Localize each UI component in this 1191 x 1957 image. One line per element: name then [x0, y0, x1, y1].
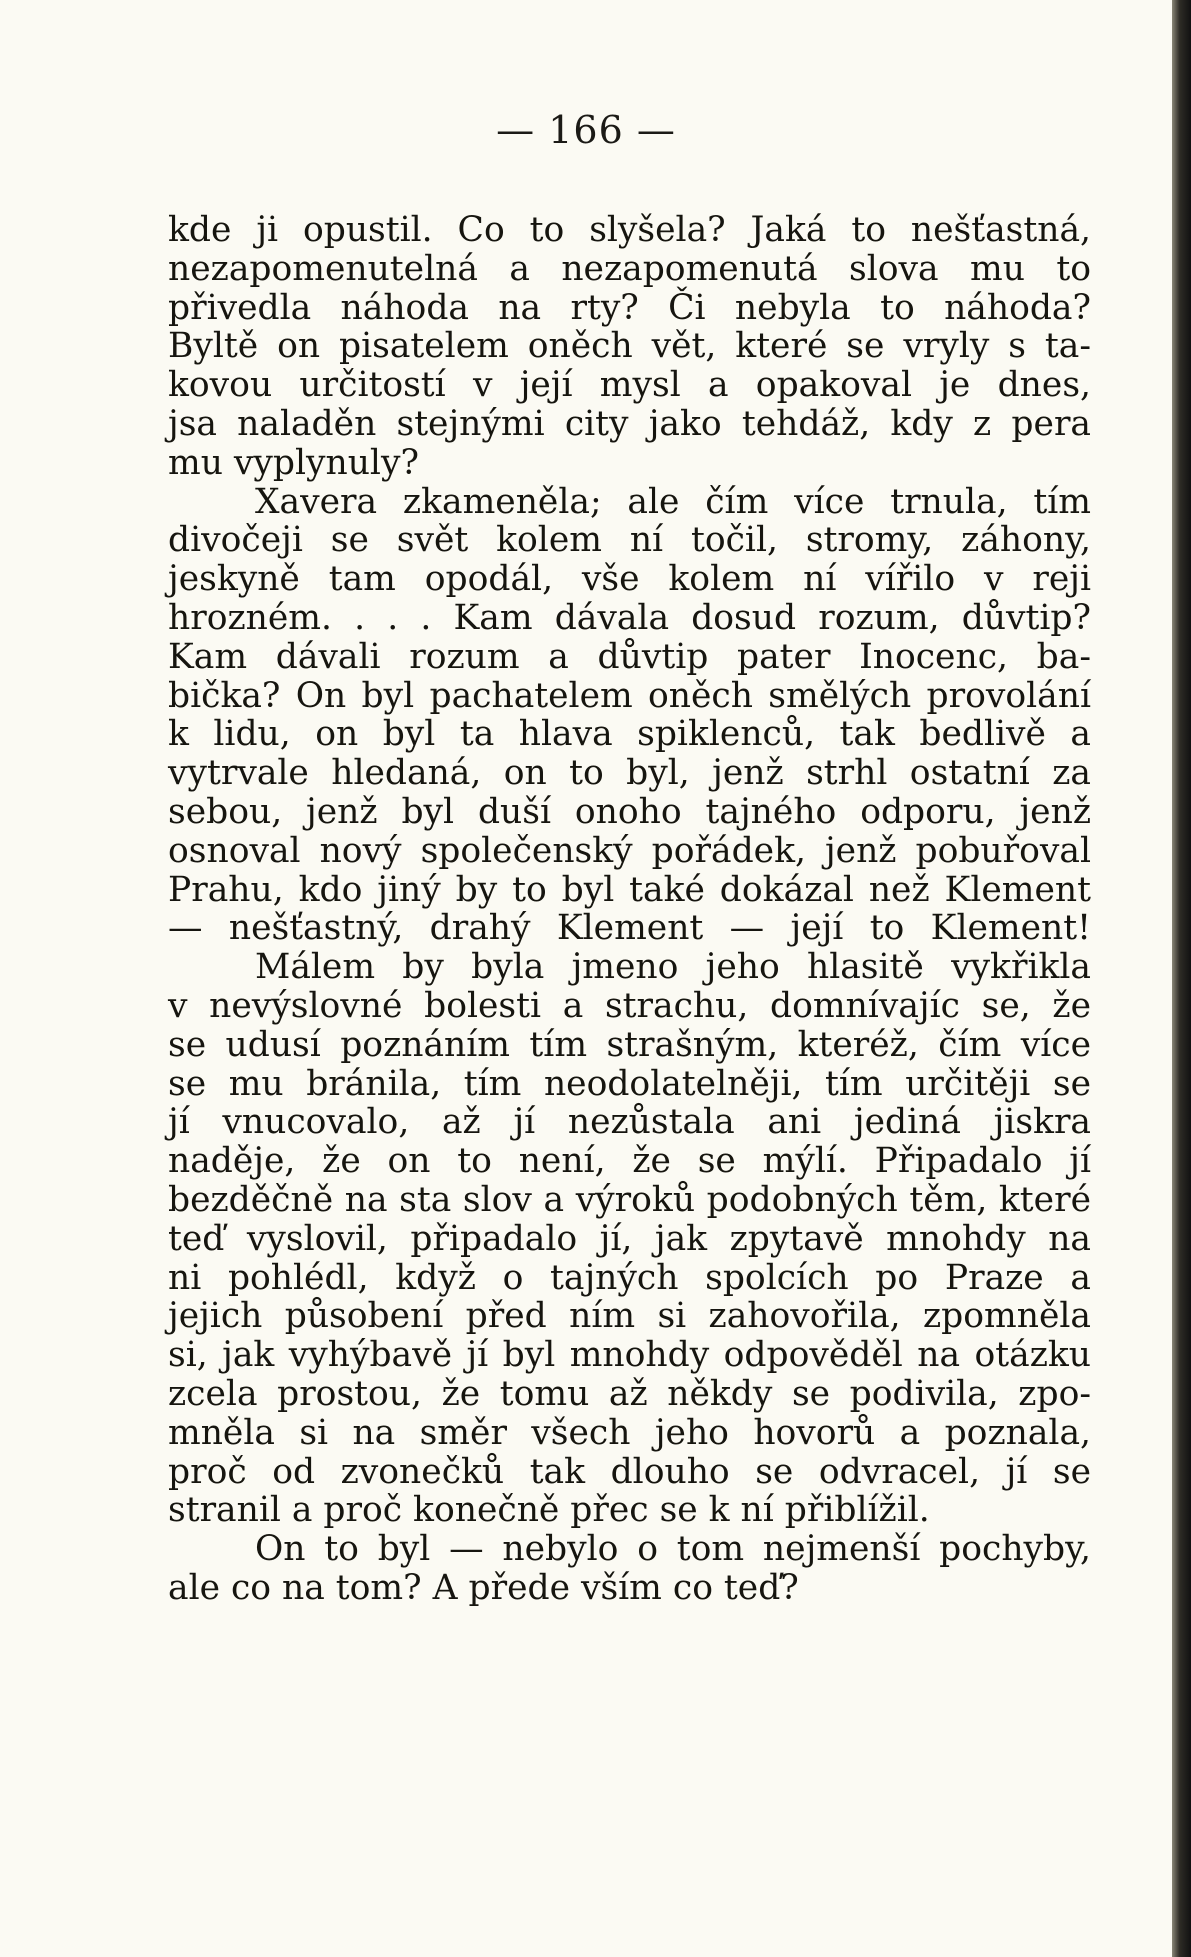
- text-line: osnoval nový společenský pořádek, jenž pobuřoval: [168, 830, 1091, 871]
- text-line: jí vnucovalo, až jí nezůstala ani jediná jiskra: [168, 1102, 1091, 1143]
- text-line: Prahu, kdo jiný by to byl také dokázal než Klement: [168, 869, 1091, 910]
- text-line: teď vyslovil, připadalo jí, jak zpytavě mnohdy na: [168, 1218, 1091, 1259]
- text-line: kde ji opustil. Co to slyšela? Jaká to nešťastná,: [168, 210, 1091, 250]
- text-line: — nešťastný, drahý Klement — její to Klement!: [168, 908, 1091, 949]
- text-line: Xavera zkameněla; ale čím více trnula, tím: [255, 481, 1091, 522]
- text-line: Málem by byla jmeno jeho hlasitě vykřikla: [255, 947, 1091, 988]
- text-line: se mu bránila, tím neodolatelněji, tím určitěji se: [168, 1063, 1091, 1104]
- text-line: ni pohlédl, když o tajných spolcích po Praze a: [168, 1257, 1091, 1298]
- text-line: kovou určitostí v její mysl a opakoval je dnes,: [168, 365, 1091, 406]
- text-line: naděje, že on to není, že se mýlí. Připadalo jí: [168, 1141, 1091, 1182]
- body-text: [168, 211, 1091, 1608]
- text-line: jsa naladěn stejnými city jako tehdáž, kdy z pera: [168, 403, 1091, 444]
- text-line: jeskyně tam opodál, vše kolem ní vířilo v reji: [168, 559, 1091, 600]
- text-line: ale co na tom? A přede vším co teď?: [168, 1567, 799, 1608]
- text-line: v nevýslovné bolesti a strachu, domnívajíc se, že: [168, 985, 1091, 1026]
- text-line: hrozném. . . . Kam dávala dosud rozum, důvtip?: [168, 597, 1091, 638]
- text-line: bezděčně na sta slov a výroků podobných těm, které: [168, 1179, 1091, 1220]
- text-line: jejich působení před ním si zahovořila, zpomněla: [168, 1296, 1091, 1337]
- text-line: k lidu, on byl ta hlava spiklenců, tak bedlivě a: [168, 714, 1091, 755]
- text-line: bička? On byl pachatelem oněch smělých provolání: [168, 675, 1091, 716]
- text-line: přivedla náhoda na rty? Či nebyla to náhoda?: [168, 287, 1091, 328]
- text-line: vytrvale hledaná, on to byl, jenž strhl ostatní za: [168, 753, 1091, 794]
- page-binding-edge: [1172, 0, 1191, 1957]
- text-line: divočeji se svět kolem ní točil, stromy, záhony,: [168, 520, 1091, 561]
- text-line: se udusí poznáním tím strašným, kteréž, čím více: [168, 1024, 1091, 1065]
- text-line: nezapomenutelná a nezapomenutá slova mu to: [168, 248, 1091, 289]
- text-line: On to byl — nebylo o tom nejmenší pochyby,: [255, 1529, 1091, 1570]
- text-line: proč od zvonečků tak dlouho se odvracel, jí se: [168, 1451, 1091, 1492]
- text-line: mněla si na směr všech jeho hovorů a poznala,: [168, 1412, 1091, 1453]
- text-line: Byltě on pisatelem oněch vět, které se vryly s ta-: [168, 326, 1091, 367]
- page-number: — 166 —: [496, 108, 676, 152]
- text-line: mu vyplynuly?: [168, 442, 419, 483]
- text-line: si, jak vyhýbavě jí byl mnohdy odpověděl na otázku: [168, 1335, 1091, 1376]
- text-line: zcela prostou, že tomu až někdy se podivila, zpo-: [168, 1373, 1091, 1414]
- text-line: sebou, jenž byl duší onoho tajného odporu, jenž: [168, 791, 1091, 832]
- text-line: Kam dávali rozum a důvtip pater Inocenc, ba-: [168, 636, 1091, 677]
- text-line: stranil a proč konečně přec se k ní přiblížil.: [168, 1490, 930, 1531]
